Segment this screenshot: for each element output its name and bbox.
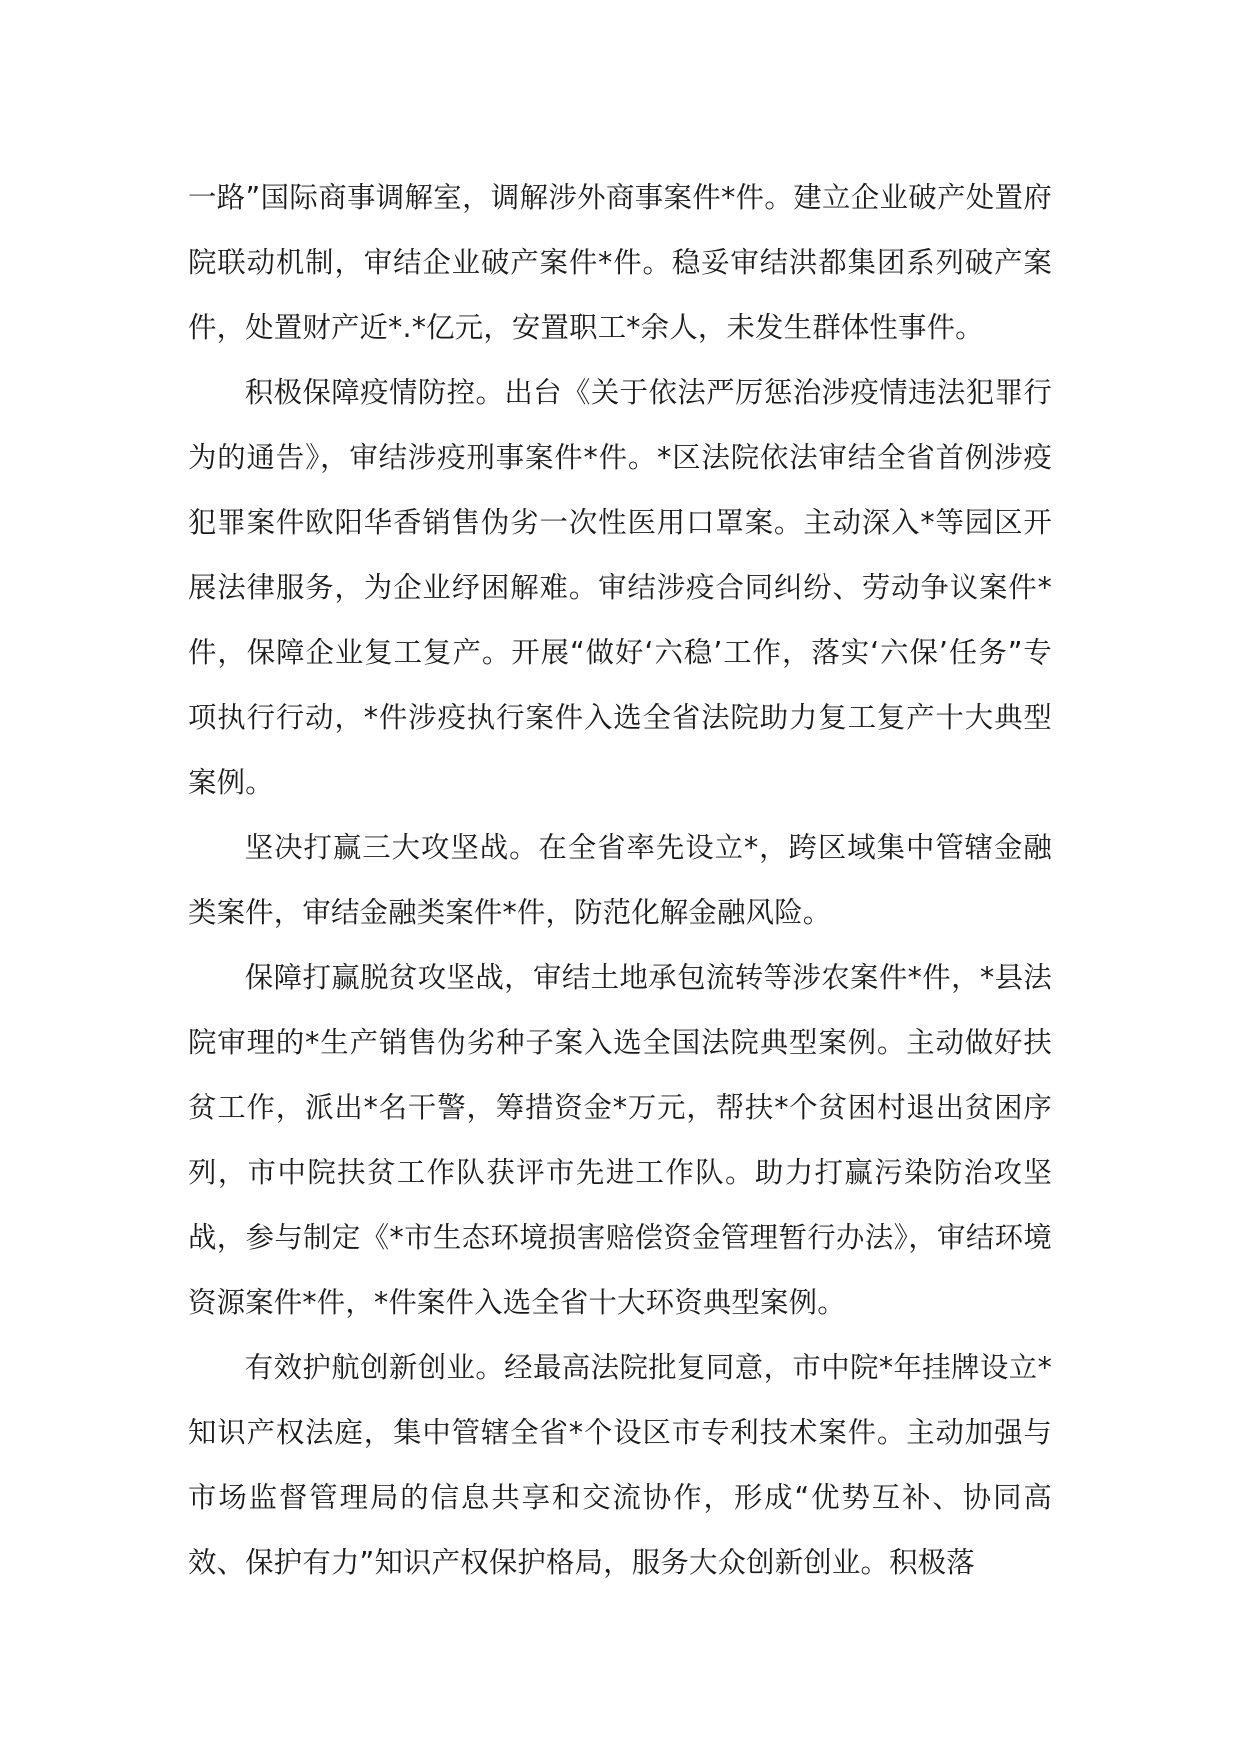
- paragraph-innovation: 有效护航创新创业。经最高法院批复同意，市中院*年挂牌设立*知识产权法庭，集中管辖全省*个设区市专利技术案件。主动加强与市场监督管理局的信息共享和交流协作，形成“优势互补、协同高效、保护有力”知识产权保护格局，服务大众创新创业。积极落: [188, 1351, 1052, 1579]
- document-body: [188, 165, 1052, 1595]
- paragraph-three-battles: 坚决打赢三大攻坚战。在全省率先设立*，跨区域集中管辖金融类案件，审结金融类案件*件，防范化解金融风险。: [188, 831, 1052, 929]
- paragraph-continuation: 一路”国际商事调解室，调解涉外商事案件*件。建立企业破产处置府院联动机制，审结企业破产案件*件。稳妥审结洪都集团系列破产案件，处置财产近*.*亿元，安置职工*余人，未发生群体性事件。: [188, 181, 1052, 344]
- paragraph-epidemic-control: 积极保障疫情防控。出台《关于依法严厉惩治涉疫情违法犯罪行为的通告》，审结涉疫刑事案件*件。*区法院依法审结全省首例涉疫犯罪案件欧阳华香销售伪劣一次性医用口罩案。主动深入*等园区开展法律服务，为企业纾困解难。审结涉疫合同纠纷、劳动争议案件*件，保障企业复工复产。开展“做好‘六稳’工作，落实‘六保’任务”专项执行行动，*件涉疫执行案件入选全省法院助力复工复产十大典型案例。: [188, 376, 1052, 799]
- paragraph-poverty-alleviation: 保障打赢脱贫攻坚战，审结土地承包流转等涉农案件*件，*县法院审理的*生产销售伪劣种子案入选全国法院典型案例。主动做好扶贫工作，派出*名干警，筹措资金*万元，帮扶*个贫困村退出贫困序列，市中院扶贫工作队获评市先进工作队。助力打赢污染防治攻坚战，参与制定《*市生态环境损害赔偿资金管理暂行办法》，审结环境资源案件*件，*件案件入选全省十大环资典型案例。: [188, 961, 1052, 1319]
